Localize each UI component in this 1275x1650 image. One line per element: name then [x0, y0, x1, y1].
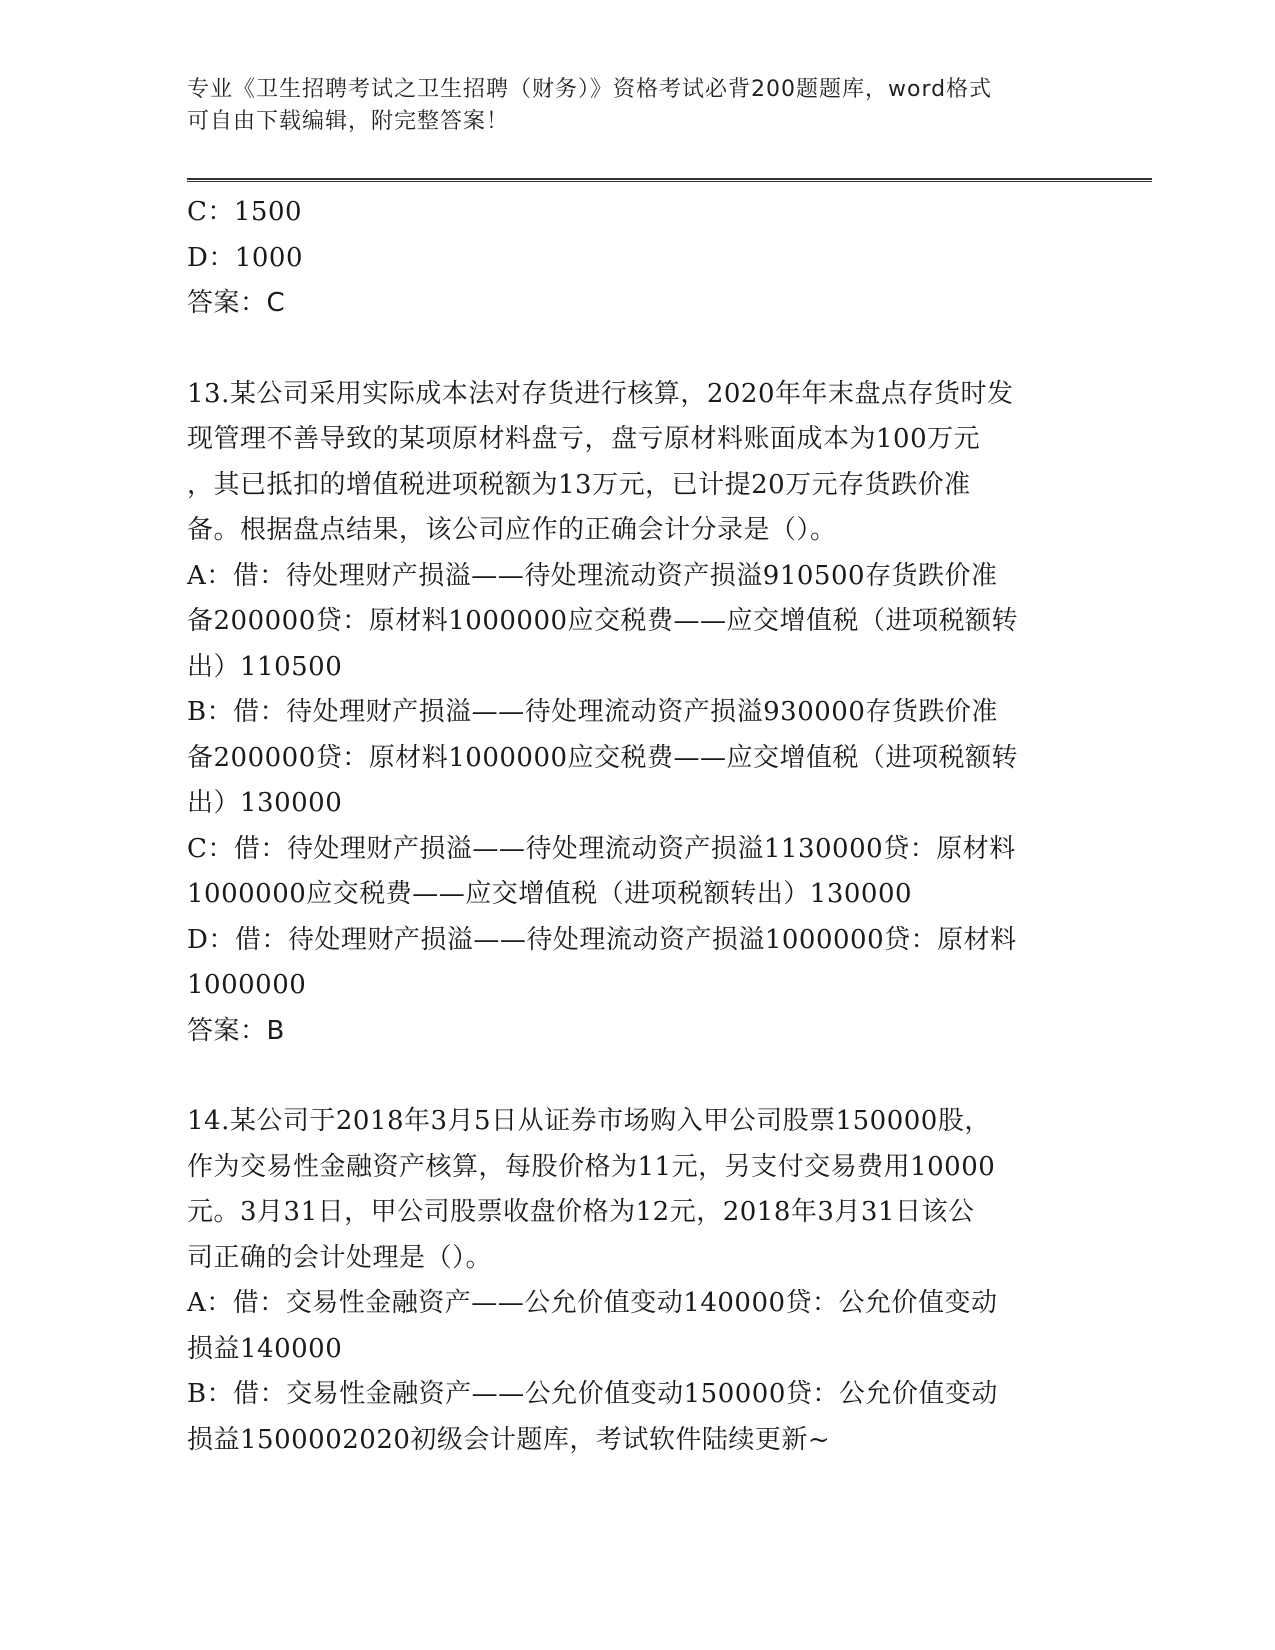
answer: 答案：B: [187, 1015, 285, 1046]
option-d: D：1000: [187, 242, 304, 273]
answer: 答案：C: [187, 288, 286, 318]
option-d-line: 1000000: [187, 970, 307, 1000]
option-a-line: 出）110500: [187, 651, 343, 682]
question-14: [187, 1099, 1087, 1463]
header-line: 专业《卫生招聘考试之卫生招聘（财务）》资格考试必背200题题库，word格式: [187, 77, 993, 102]
option-a-line: 损益140000: [187, 1333, 343, 1364]
question-stem-line: ，其已抵扣的增值税进项税额为13万元，已计提20万元存货跌价准: [187, 469, 971, 500]
question-stem-line: 作为交易性金融资产核算，每股价格为11元，另支付交易费用10000: [187, 1151, 996, 1182]
spacer: [187, 1054, 1087, 1099]
option-b-line: 损益1500002020初级会计题库，考试软件陆续更新~: [187, 1424, 831, 1455]
question-stem-line: 备。根据盘点结果，该公司应作的正确会计分录是（）。: [187, 515, 837, 545]
option-c-line: C：借：待处理财产损溢——待处理流动资产损溢1130000贷：原材料: [187, 833, 1016, 864]
header-line: 可自由下载编辑，附完整答案！: [187, 109, 510, 134]
header-divider: [187, 178, 1152, 182]
question-stem-line: 现管理不善导致的某项原材料盘亏，盘亏原材料账面成本为100万元: [187, 424, 981, 454]
option-a-line: A：借：待处理财产损溢——待处理流动资产损溢910500存货跌价准: [187, 560, 998, 591]
document-body: [187, 190, 1087, 1463]
option-b-line: 出）130000: [187, 788, 343, 818]
question-stem-line: 14.某公司于2018年3月5日从证券市场购入甲公司股票150000股，: [187, 1106, 991, 1136]
option-a-line: A：借：交易性金融资产——公允价值变动140000贷：公允价值变动: [187, 1288, 998, 1318]
option-c-line: 1000000应交税费——应交增值税（进项税额转出）130000: [187, 879, 913, 909]
question-stem-line: 13.某公司采用实际成本法对存货进行核算，2020年年末盘点存货时发: [187, 378, 1014, 409]
question-stem-line: 司正确的会计处理是（）。: [187, 1242, 493, 1273]
option-c: C：1500: [187, 197, 303, 227]
spacer: [187, 327, 1087, 372]
option-b-line: B：借：待处理财产损溢——待处理流动资产损溢930000存货跌价准: [187, 697, 998, 727]
option-d-line: D：借：待处理财产损溢——待处理流动资产损溢1000000贷：原材料: [187, 924, 1017, 955]
question-13: [187, 372, 1087, 1055]
option-b-line: B：借：交易性金融资产——公允价值变动150000贷：公允价值变动: [187, 1379, 998, 1409]
question-stem-line: 元。3月31日，甲公司股票收盘价格为12元，2018年3月31日该公: [187, 1197, 975, 1227]
option-a-line: 备200000贷：原材料1000000应交税费——应交增值税（进项税额转: [187, 606, 1019, 636]
previous-question-tail: [187, 190, 1087, 327]
option-b-line: 备200000贷：原材料1000000应交税费——应交增值税（进项税额转: [187, 742, 1019, 773]
document-header: [187, 74, 1067, 138]
